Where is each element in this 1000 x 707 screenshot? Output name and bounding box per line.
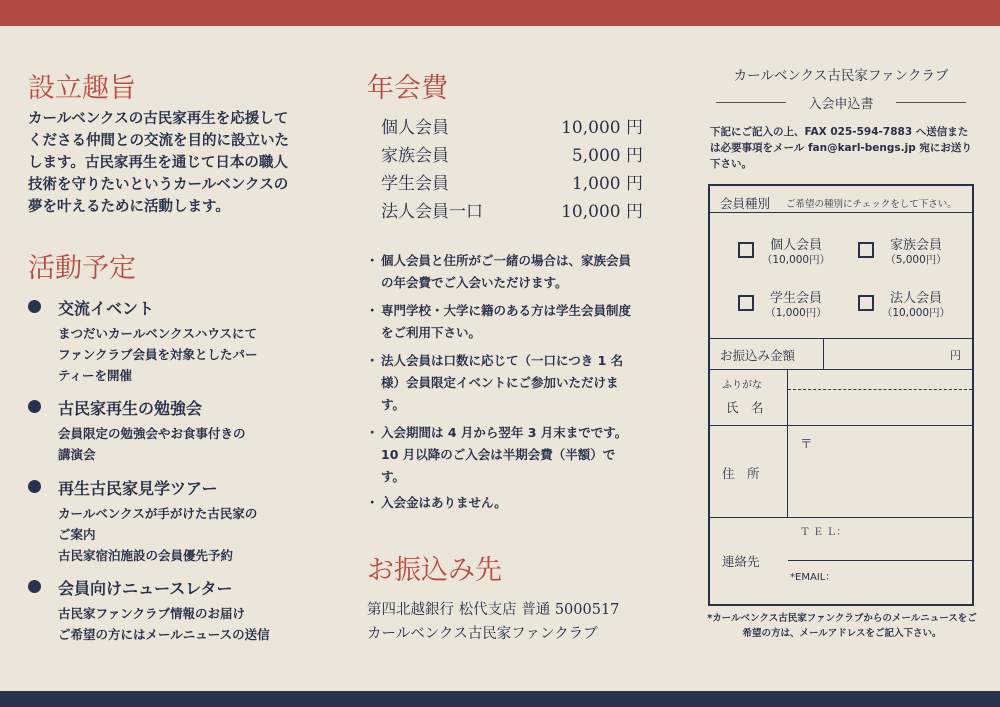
fee-name: 法人会員一口 — [381, 202, 483, 222]
checkbox-family[interactable] — [858, 242, 874, 258]
fee-row — [381, 197, 643, 225]
activity-description-line: 会員限定の勉強会やお食事付きの — [58, 426, 246, 441]
activity-description-line: ご案内 — [58, 527, 96, 542]
form-instructions: 下記にご記入の上、FAX 025-594-7883 へ送信または必要事項をメール fan@karl-bengs.jp 宛にお送り下さい。 — [710, 126, 972, 170]
activity-description-line: カールベンクスが手がけた古民家の — [58, 506, 258, 521]
fee-amount: 1,000 円 — [571, 174, 643, 194]
note-text: 法人会員は口数に応じて（一口につき 1 名様）会員限定イベントにご参加いただけます。 — [381, 353, 624, 412]
activity-description-line: ご希望の方にはメールニュースの送信 — [58, 627, 270, 642]
address-field[interactable] — [788, 426, 972, 517]
bank-line-2: カールベンクス古民家ファンクラブ — [367, 626, 598, 642]
option-individual-name: 個人会員 — [769, 238, 822, 253]
tel-label: Ｔ Ｅ Ｌ： — [800, 527, 847, 538]
checkbox-corporate[interactable] — [858, 295, 874, 311]
note-text: 専門学校・大学に籍のある方は学生会員制度をご利用下さい。 — [381, 303, 632, 340]
bullet-dot-icon — [28, 300, 41, 313]
option-family-name: 家族会員 — [889, 238, 942, 253]
application-form — [708, 184, 974, 606]
fee-note — [366, 422, 634, 488]
furigana-field[interactable] — [788, 370, 972, 389]
activity-description-line: 古民家宿泊施設の会員優先予約 — [58, 548, 234, 563]
form-subtitle-row — [716, 94, 966, 110]
note-text: 入会金はありません。 — [381, 495, 507, 510]
note-bullet: ・ — [366, 303, 379, 318]
option-individual-price: （10,000円） — [761, 254, 831, 266]
activity-description-line: まつだいカールベンクスハウスにて — [58, 326, 258, 341]
note-bullet: ・ — [366, 495, 379, 510]
bullet-dot-icon — [28, 580, 41, 593]
purpose-heading: 設立趣旨 — [28, 73, 136, 104]
note-bullet: ・ — [366, 353, 379, 368]
form-line — [710, 212, 972, 213]
activity-title: 会員向けニュースレター — [58, 579, 233, 598]
checkbox-student[interactable] — [738, 295, 754, 311]
tel-field[interactable] — [860, 518, 972, 560]
fee-note — [366, 350, 634, 416]
fee-note — [366, 492, 634, 514]
yen-unit: 円 — [950, 349, 961, 362]
option-student-price: （1,000円） — [765, 307, 827, 319]
fee-amount: 5,000 円 — [571, 146, 643, 166]
activity-description-line: 講演会 — [58, 447, 96, 462]
fee-name: 家族会員 — [381, 146, 449, 166]
fee-heading: 年会費 — [367, 73, 448, 104]
top-accent-bar — [0, 0, 1000, 26]
name-field[interactable] — [788, 390, 972, 425]
fee-name: 学生会員 — [381, 174, 449, 194]
form-title: カールベンクス古民家ファンクラブ — [733, 68, 949, 84]
bottom-accent-bar — [0, 691, 1000, 707]
note-bullet: ・ — [366, 425, 379, 440]
fee-name: 個人会員 — [381, 118, 449, 138]
purpose-text: カールベンクスの古民家再生を応援してくださる仲間との交流を目的に設立いたします。古民家再生を通じて日本の職人技術を守りたいというカールベンクスの夢を叶えるために活動します。 — [28, 111, 289, 215]
form-subtitle: 入会申込書 — [808, 97, 874, 112]
activity-description — [58, 503, 257, 566]
activity-title: 古民家再生の勉強会 — [58, 399, 203, 418]
member-type-label: 会員種別 — [720, 196, 771, 211]
postal-mark: 〒 — [800, 436, 813, 451]
fee-note — [366, 250, 634, 294]
bank-account — [367, 598, 619, 646]
option-corporate-name: 法人会員 — [889, 291, 942, 306]
name-label: 氏 名 — [726, 400, 764, 415]
note-text: 個人会員と住所がご一緒の場合は、家族会員の年会費でご入会いただけます。 — [381, 253, 632, 290]
address-label: 住 所 — [722, 466, 760, 481]
transfer-amount-label: お振込み金額 — [720, 348, 796, 363]
divider — [896, 102, 966, 103]
activity-description — [58, 323, 258, 386]
bullet-dot-icon — [28, 480, 41, 493]
bank-line-1: 第四北越銀行 松代支店 普通 5000517 — [367, 602, 620, 618]
fee-row — [381, 141, 643, 169]
form-footnote: *カールベンクス古民家ファンクラブからのメールニュースをご希望の方は、メールアドレスをご記入下さい。 — [707, 613, 977, 639]
activities-heading: 活動予定 — [28, 253, 136, 284]
email-label: *EMAIL： — [790, 572, 836, 583]
activity-title: 再生古民家見学ツアー — [58, 479, 218, 498]
contact-label: 連絡先 — [722, 554, 760, 569]
activity-description — [58, 423, 246, 465]
option-family-price: （5,000円） — [885, 254, 947, 266]
activity-description-line: 古民家ファンクラブ情報のお届け — [58, 606, 246, 621]
bullet-dot-icon — [28, 400, 41, 413]
furigana-label: ふりがな — [722, 380, 762, 391]
member-type-hint: ご希望の種別にチェックをして下さい。 — [786, 199, 957, 210]
fee-amount: 10,000 円 — [561, 202, 643, 222]
note-text: 入会期間は 4 月から翌年 3 月末までです。10 月以降のご入会は半期会費（半額）です。 — [381, 425, 628, 484]
fee-amount: 10,000 円 — [561, 118, 643, 138]
option-student-name: 学生会員 — [769, 291, 822, 306]
activity-description-line: ティーを開催 — [58, 368, 133, 383]
checkbox-individual[interactable] — [738, 242, 754, 258]
fee-row — [381, 113, 643, 141]
fee-note — [366, 300, 634, 344]
fee-row — [381, 169, 643, 197]
activity-description-line: ファンクラブ会員を対象としたパー — [58, 347, 258, 362]
option-corporate-price: （10,000円） — [881, 307, 951, 319]
activity-title: 交流イベント — [58, 299, 155, 318]
activity-description — [58, 603, 270, 645]
note-bullet: ・ — [366, 253, 379, 268]
email-field[interactable] — [860, 561, 972, 604]
bank-heading: お振込み先 — [367, 555, 502, 586]
